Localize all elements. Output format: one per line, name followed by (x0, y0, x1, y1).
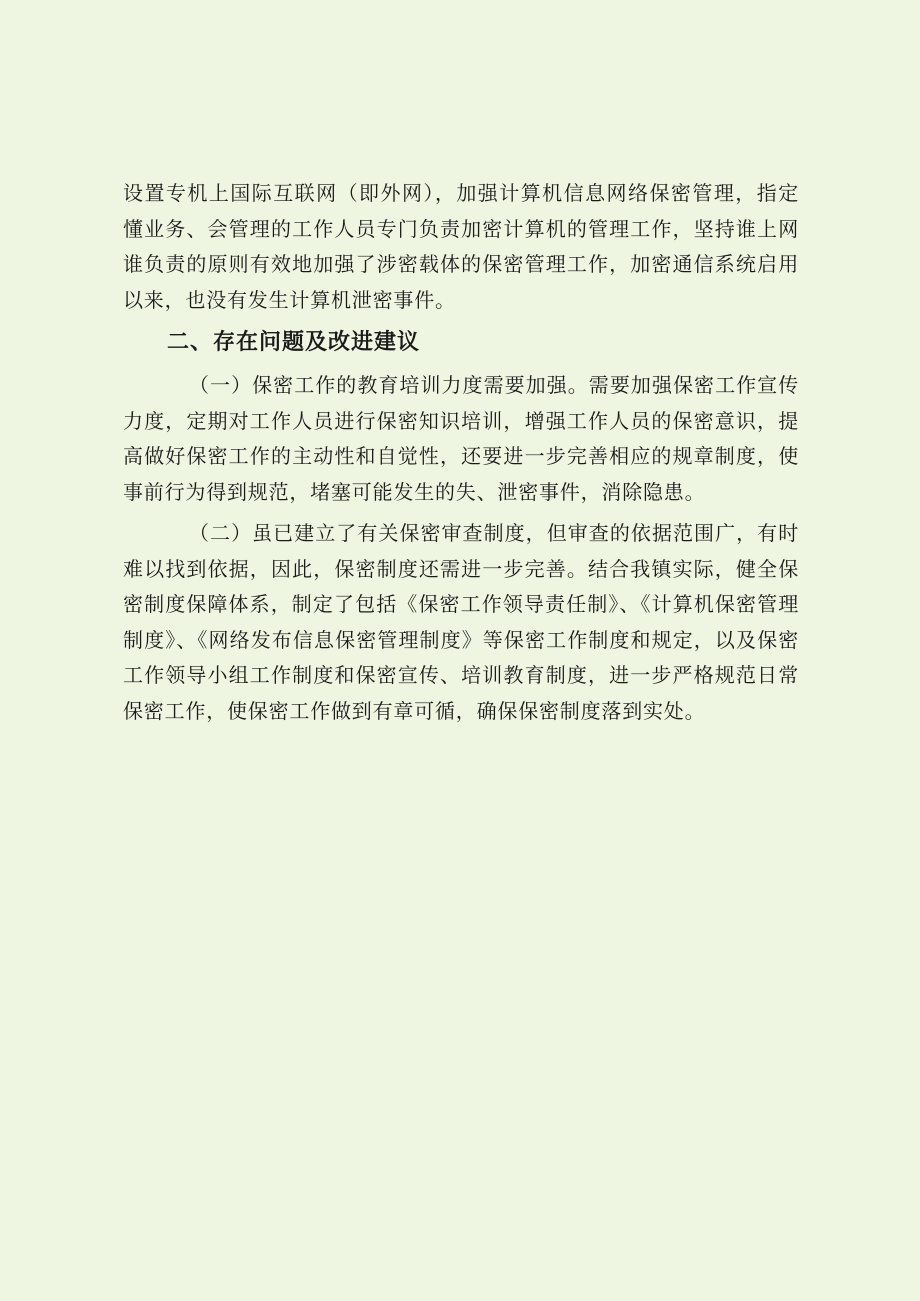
section-heading: 二、存在问题及改进建议 (167, 330, 421, 355)
item-one-paragraph: （一）保密工作的教育培训力度需要加强。需要加强保密工作宣传力度，定期对工作人员进行保密知识培训，增强工作人员的保密意识，提高做好保密工作的主动性和自觉性，还要进一步完善相应的规章制度，使事前行为得到规范，堵塞可能发生的失、泄密事件，消除隐患。 (123, 373, 799, 504)
document-body (123, 176, 799, 729)
intro-paragraph: 设置专机上国际互联网（即外网），加强计算机信息网络保密管理，指定懂业务、会管理的工作人员专门负责加密计算机的管理工作，坚持谁上网谁负责的原则有效地加强了涉密载体的保密管理工作，加密通信系统启用以来，也没有发生计算机泄密事件。 (123, 181, 799, 312)
item-two-paragraph: （二）虽已建立了有关保密审查制度，但审查的依据范围广，有时难以找到依据，因此，保密制度还需进一步完善。结合我镇实际，健全保密制度保障体系，制定了包括《保密工作领导责任制》、《计算机保密管理制度》、《网络发布信息保密管理制度》等保密工作制度和规定，以及保密工作领导小组工作制度和保密宣传、培训教育制度，进一步严格规范日常保密工作，使保密工作做到有章可循，确保保密制度落到实处。 (123, 521, 799, 723)
